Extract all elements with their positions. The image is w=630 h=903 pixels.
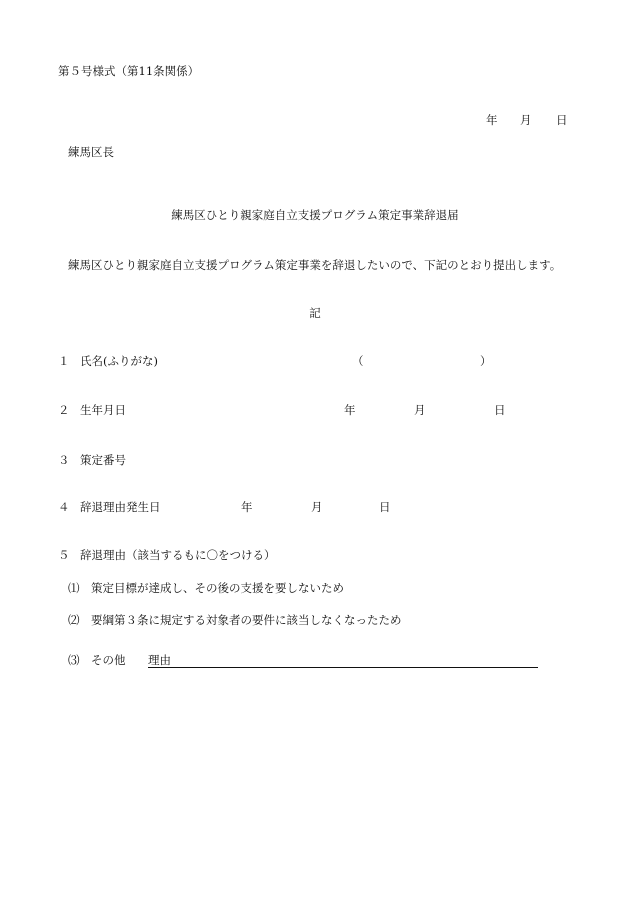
date-year-label: 年 xyxy=(486,113,498,127)
birthdate-month-label: 月 xyxy=(414,403,426,417)
furigana-paren-close: ） xyxy=(480,354,492,368)
reason-detail-label: 理由 xyxy=(148,653,171,667)
item-number: ２ xyxy=(58,403,70,417)
withdrawal-date-label: 辞退理由発生日 xyxy=(80,500,161,514)
addressee: 練馬区長 xyxy=(68,145,114,159)
name-furigana-label: 氏名(ふりがな) xyxy=(80,354,158,368)
reason-ineligible: 要綱第３条に規定する対象者の要件に該当しなくなったため xyxy=(91,613,402,627)
birthdate-day-label: 日 xyxy=(494,403,506,417)
date-day-label: 日 xyxy=(556,113,568,127)
furigana-paren-open: （ xyxy=(352,354,364,368)
document-title: 練馬区ひとり親家庭自立支援プログラム策定事業辞退届 xyxy=(171,208,459,222)
withdrawal-month-label: 月 xyxy=(311,500,323,514)
item-number: ４ xyxy=(58,500,70,514)
withdrawal-reason-label: 辞退理由（該当するもに〇をつける） xyxy=(80,548,276,562)
date-month-label: 月 xyxy=(520,113,532,127)
withdrawal-year-label: 年 xyxy=(241,500,253,514)
item-number: ３ xyxy=(58,453,70,467)
reason-other: その他 xyxy=(91,653,126,667)
intro-text: 練馬区ひとり親家庭自立支援プログラム策定事業を辞退したいので、下記のとおり提出します。 xyxy=(68,258,562,272)
item-number: ５ xyxy=(58,548,70,562)
birthdate-label: 生年月日 xyxy=(80,403,126,417)
reason-detail-line xyxy=(148,667,538,668)
reason-number: ⑶ xyxy=(68,653,80,667)
reason-goal-achieved: 策定目標が達成し、その後の支援を要しないため xyxy=(91,581,344,595)
form-number: 第５号様式（第11条関係） xyxy=(58,64,200,78)
withdrawal-day-label: 日 xyxy=(379,500,391,514)
reason-number: ⑵ xyxy=(68,613,80,627)
plan-number-label: 策定番号 xyxy=(80,453,126,467)
reason-number: ⑴ xyxy=(68,581,80,595)
birthdate-year-label: 年 xyxy=(344,403,356,417)
ki-label: 記 xyxy=(309,306,321,320)
item-number: １ xyxy=(58,354,70,368)
